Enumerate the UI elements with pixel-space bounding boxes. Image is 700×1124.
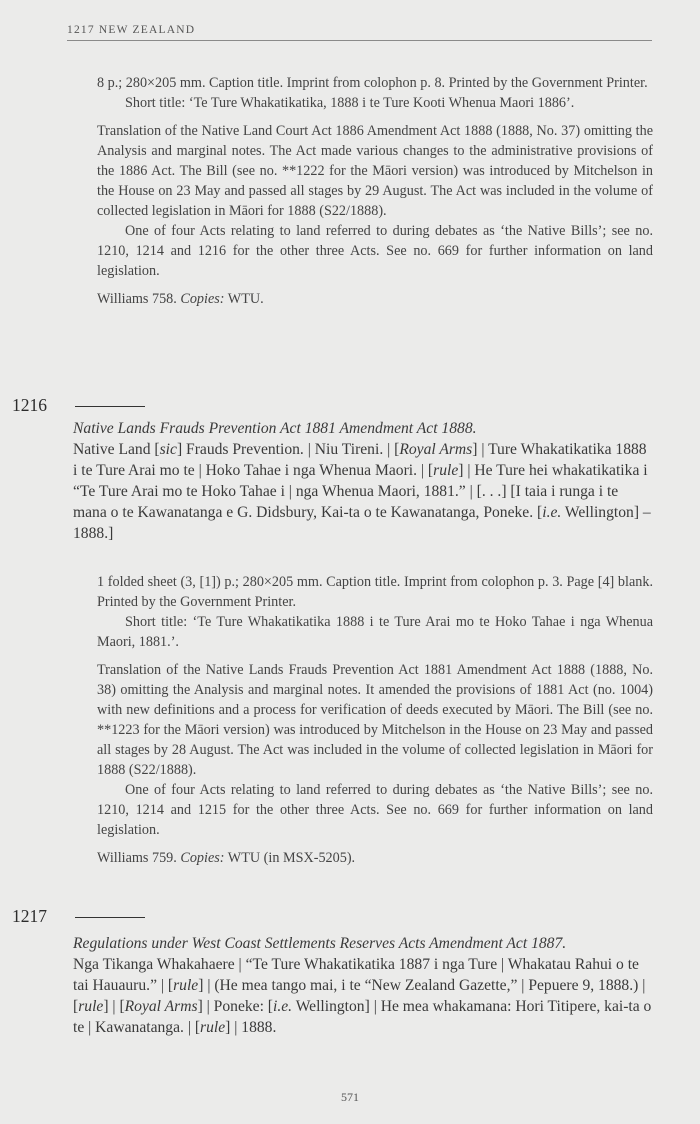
entry-rule: [75, 917, 145, 918]
entry-1216-transcription: [73, 418, 653, 544]
entry-number: 1216: [12, 395, 47, 415]
reference-line: [97, 289, 653, 309]
entry-rule: [75, 406, 145, 407]
short-title: Short title: ‘Te Ture Whakatikatika 1888 i te Ture Arai mo te Hoko Tahae i nga Whenua Maori, 1881.’.: [97, 614, 653, 650]
page-number: 571: [341, 1090, 359, 1104]
entry-1216-notes: [97, 572, 653, 868]
entry-number: 1217: [12, 906, 47, 926]
copies: WTU (in MSX-5205).: [224, 850, 356, 866]
description-paragraph: Translation of the Native Lands Frauds Prevention Act 1881 Amendment Act 1888 (1888, No. 38) omitting the Analysis and marginal notes. It amended the provisions of 1881 Act (no. 1004) with new definitions and a process for verification of deeds executed by Māori. The Bill (see no. **1223 for the Māori version) was introduced by Mitchelson in the House on 23 May and passed all stages by 28 August. The Act was included in the volume of collected legislation in Māori for 1888 (S22/1888).: [97, 662, 653, 778]
entry-1215-notes: [97, 73, 653, 309]
entry-title: Regulations under West Coast Settlements Reserves Acts Amendment Act 1887.: [73, 935, 567, 952]
entry-title: Native Lands Frauds Prevention Act 1881 Amendment Act 1888.: [73, 420, 477, 437]
physical-description: 1 folded sheet (3, [1]) p.; 280×205 mm. Caption title. Imprint from colophon p. 3. Page [4] blank. Printed by the Government Printer.: [97, 574, 653, 610]
copies: WTU.: [224, 291, 264, 307]
copies-label: Copies:: [180, 850, 225, 866]
description-paragraph: Translation of the Native Land Court Act 1886 Amendment Act 1888 (1888, No. 37) omitting the Analysis and marginal notes. The Act made various changes to the administrative provisions of the 1886 Act. The Bill (see no. **1222 for the Māori version) was introduced by Mitchelson in the House on 23 May and passed all stages by 29 August. The Act was included in the volume of collected legislation in Māori for 1888 (S22/1888).: [97, 123, 653, 219]
running-head: 1217 NEW ZEALAND: [67, 24, 196, 36]
title-transcription: Nga Tikanga Whakahaere | “Te Ture Whakatikatika 1887 i nga Ture | Whakatau Rahui o te tai Hauauru.” | [rule] | (He mea tango mai, i te “New Zealand Gazette,” | Pepuere 9, 1888.) | [rule] | [Royal Arms] | Poneke: [i.e. Wellington] | He mea whakamana: Hori Titipere, kai-ta o te | Kawanatanga. | [rule] | 1888.: [73, 956, 652, 1036]
reference: Williams 758.: [97, 291, 181, 307]
copies-label: Copies:: [180, 291, 225, 307]
header-rule: [67, 40, 652, 41]
physical-description: 8 p.; 280×205 mm. Caption title. Imprint from colophon p. 8. Printed by the Government Printer.: [97, 75, 648, 91]
description-paragraph: One of four Acts relating to land referred to during debates as ‘the Native Bills’; see no. 1210, 1214 and 1216 for the other three Acts. See no. 669 for further information on land legislation.: [97, 223, 653, 279]
title-transcription: Native Land [sic] Frauds Prevention. | Niu Tireni. | [Royal Arms] | Ture Whakatikatika 1888 i te Ture Arai mo te | Hoko Tahae i nga Whenua Maori. | [rule] | He Ture hei whakatikatika i “Te Ture Arai mo te Hoko Tahae i | nga Whenua Maori, 1881.” | [. . .] [I taia i runga i te mana o te Kawanatanga e G. Didsbury, Kai-ta o te Kawanatanga, Poneke. [i.e. Wellington] –1888.]: [73, 441, 651, 542]
reference-line: [97, 848, 653, 868]
entry-1217-transcription: [73, 933, 653, 1038]
description-paragraph: One of four Acts relating to land referred to during debates as ‘the Native Bills’; see no. 1210, 1214 and 1215 for the other three Acts. See no. 669 for further information on land legislation.: [97, 782, 653, 838]
reference: Williams 759.: [97, 850, 181, 866]
short-title: Short title: ‘Te Ture Whakatikatika, 1888 i te Ture Kooti Whenua Maori 1886’.: [125, 95, 575, 111]
